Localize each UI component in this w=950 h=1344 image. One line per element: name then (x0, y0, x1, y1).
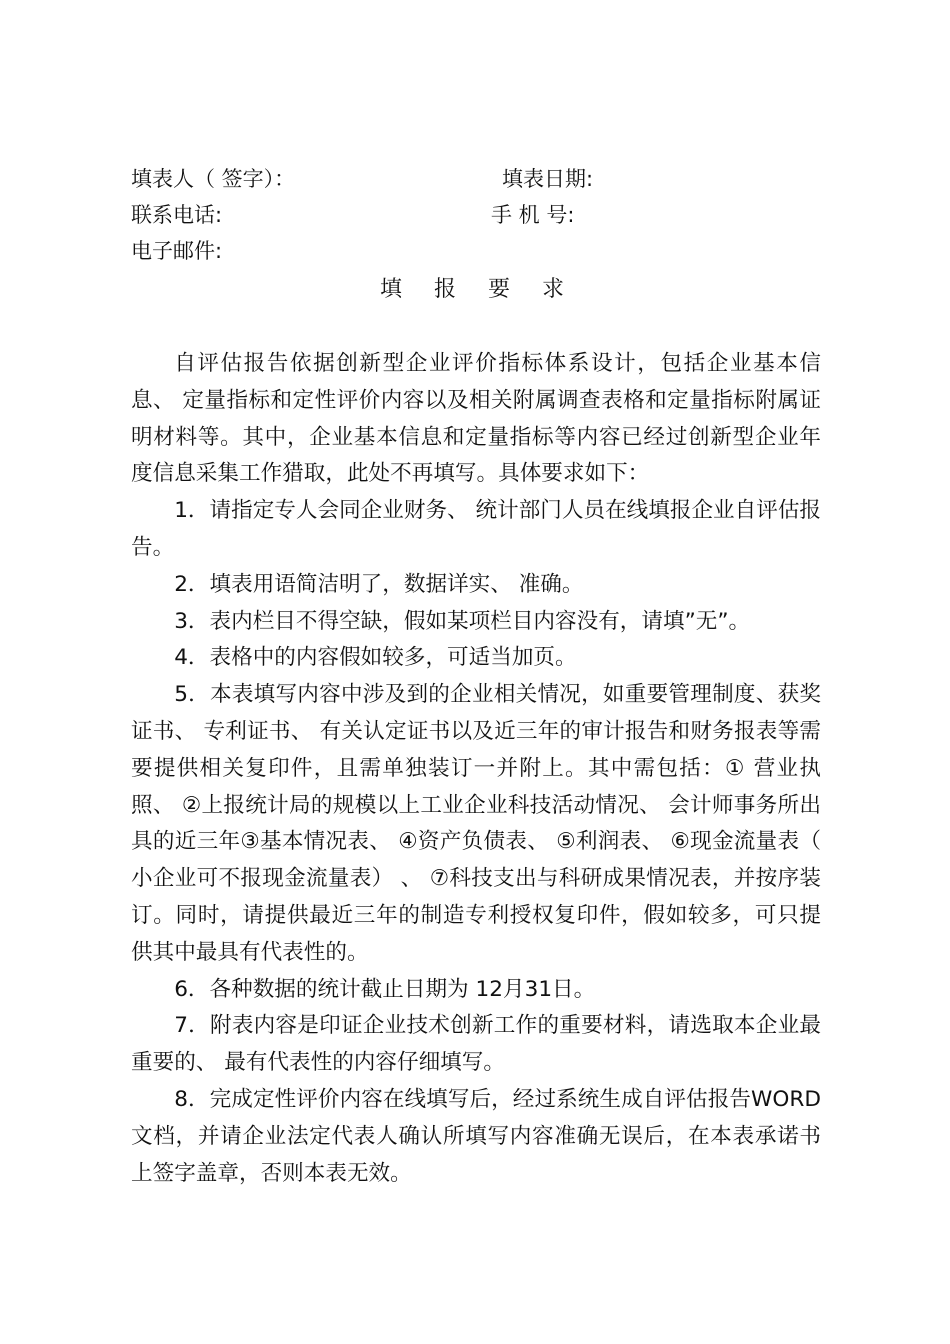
contact-phone-label: 联系电话: (131, 203, 223, 227)
email-label: 电子邮件: (131, 239, 223, 263)
requirement-item-5: 5．本表填写内容中涉及到的企业相关情况，如重要管理制度、获奖证书、 专利证书、 有关认定证书以及近三年的审计报告和财务报表等需要提供相关复印件，且需单独装订一并附上。其中需包括：① 营业执照、 ②上报统计局的规模以上工业企业科技活动情况、 会计师事务所出具的近三年③基本情况表、 ④资产负债表、 ⑤利润表、 ⑥现金流量表（ 小企业可不报现金流量表） 、 ⑦科技支出与科研成果情况表，并按序装订。同时，请提供最近三年的制造专利授权复印件，假如较多，可只提供其中最具有代表性的。 (131, 682, 828, 965)
filler-signature-label: 填表人（ 签字）： (131, 167, 296, 191)
requirement-item-7: 7．附表内容是印证企业技术创新工作的重要材料，请选取本企业最重要的、 最有代表性的内容仔细填写。 (131, 1013, 821, 1076)
requirement-item-8: 8．完成定性评价内容在线填写后，经过系统生成自评估报告WORD文档，并请企业法定代表人确认所填写内容准确无误后，在本表承诺书上签字盖章，否则本表无效。 (131, 1086, 821, 1186)
section-heading: 填 报 要 求 (380, 277, 570, 302)
fill-date-label: 填表日期: (502, 167, 594, 191)
signature-date-row (0, 161, 950, 197)
requirement-item-1: 1．请指定专人会同企业财务、 统计部门人员在线填报企业自评估报告。 (131, 498, 822, 560)
requirement-item-2: 2．填表用语简洁明了，数据详实、 准确。 (174, 571, 584, 597)
requirement-item-3: 3．表内栏目不得空缺，假如某项栏目内容没有，请填”无”。 (174, 608, 751, 634)
requirements-body (131, 346, 828, 1192)
requirement-item-6: 6．各种数据的统计截止日期为 12月31日。 (174, 976, 596, 1002)
email-row (0, 233, 950, 269)
mobile-label: 手 机 号: (491, 203, 575, 227)
requirement-item-4: 4．表格中的内容假如较多，可适当加页。 (174, 645, 577, 671)
intro-paragraph: 自评估报告依据创新型企业评价指标体系设计，包括企业基本信息、 定量指标和定性评价内容以及相关附属调查表格和定量指标附属证明材料等。其中，企业基本信息和定量指标等内容已经过创新型企业年度信息采集工作猎取，此处不再填写。具体要求如下： (131, 351, 821, 487)
phone-row (0, 197, 950, 233)
